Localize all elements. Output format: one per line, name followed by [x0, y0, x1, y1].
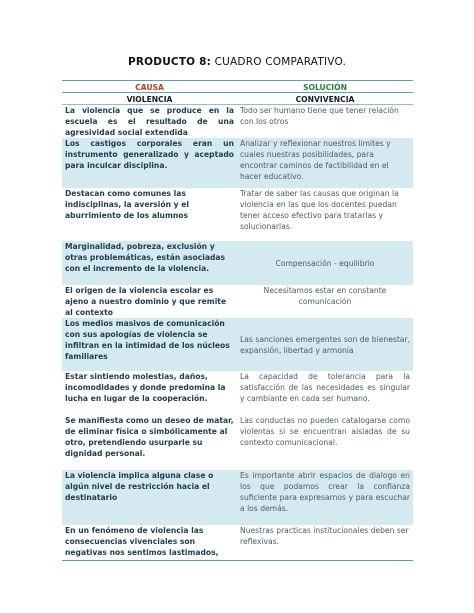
solution-cell: Todo ser humano tiene que tener relación con los otros	[240, 106, 399, 126]
table-row	[62, 525, 413, 560]
table-row	[62, 470, 413, 525]
cause-cell: Los medios masivos de comunicación con sus apologías de violencia se infiltran en la intimidad de los núcleos familiares	[65, 319, 230, 361]
cause-cell: El origen de la violencia escolar es ajeno a nuestro dominio y que remite al contexto	[65, 286, 227, 317]
solution-cell: Necesitamos estar en constante comunicación	[263, 286, 387, 306]
solution-cell: Tratar de saber las causas que originan la violencia en las que los docentes puedan tener acceso efectivo para tratarlas y solucionarlas.	[240, 189, 399, 231]
table-row	[62, 241, 413, 285]
solution-text: Las sanciones emergentes son de bienestar, expansión, libertad y armonía	[240, 334, 410, 355]
page-title	[0, 56, 474, 68]
solution-cell: Las conductas no pueden catalogarse como violentas si se encuentran aisladas de su contexto comunicacional.	[240, 416, 410, 447]
cause-cell: La violencia que se produce en la escuela es el resultado de una agresividad social extendida	[65, 106, 234, 137]
table-subheader-row	[62, 93, 413, 105]
solution-text: Compensación - equilibrio	[275, 258, 375, 268]
table-row	[62, 318, 413, 371]
table-header-row	[62, 81, 413, 93]
cause-cell: Destacan como comunes las indisciplinas, la aversión y el aburrimiento de los alumnos	[65, 189, 189, 220]
solution-cell: Es importante abrir espacios de dialogo en los que podamos crear la confianza suficiente para expresarnos y para escuchar a los demás.	[240, 471, 410, 513]
comparison-table	[62, 80, 413, 561]
table-row	[62, 371, 413, 415]
header-solution: SOLUCIÓN	[303, 83, 347, 92]
title-prefix: PRODUCTO 8:	[127, 56, 212, 68]
table-row	[62, 285, 413, 318]
cause-cell: La violencia implica alguna clase o algún nivel de restricción hacia el destinatario	[65, 471, 214, 502]
header-cause: CAUSA	[135, 83, 164, 92]
cause-cell: En un fenómeno de violencia las consecuencias vivenciales son negativas nos sentimos lastimados,	[65, 526, 219, 557]
table-row	[62, 138, 413, 188]
header-violence: VIOLENCIA	[126, 95, 173, 104]
solution-cell	[237, 241, 413, 285]
cause-cell: Estar sintiendo molestias, daños, incomodidades y donde predomina la lucha en lugar de la cooperación.	[65, 372, 226, 403]
cause-cell: Los castigos corporales eran un instrumento generalizado y aceptado para inculcar disciplina.	[65, 139, 234, 170]
cause-cell: Se manifiesta como un deseo de matar, de eliminar física o simbólicamente al otro, pretendiendo usurparle su dignidad personal.	[65, 416, 234, 458]
table-row	[62, 105, 413, 138]
table-row	[62, 415, 413, 470]
title-rest: CUADRO COMPARATIVO.	[211, 56, 347, 68]
table-row	[62, 188, 413, 241]
solution-cell	[237, 318, 413, 371]
cause-cell: Marginalidad, pobreza, exclusión y otras problemáticas, están asociadas con el incremento de la violencia.	[65, 242, 226, 273]
header-coexistence: CONVIVENCIA	[295, 95, 355, 104]
solution-cell: Analizar y reflexionar nuestros limites y cuales nuestras posibilidades, para encontrar caminos de factibilidad en el hacer educativo.	[240, 139, 391, 181]
solution-cell: Nuestras practicas institucionales deben ser reflexivas.	[240, 526, 409, 546]
solution-cell: La capacidad de tolerancia para la satisfacción de las necesidades es singular y cambiante en cada ser humano.	[240, 372, 410, 403]
